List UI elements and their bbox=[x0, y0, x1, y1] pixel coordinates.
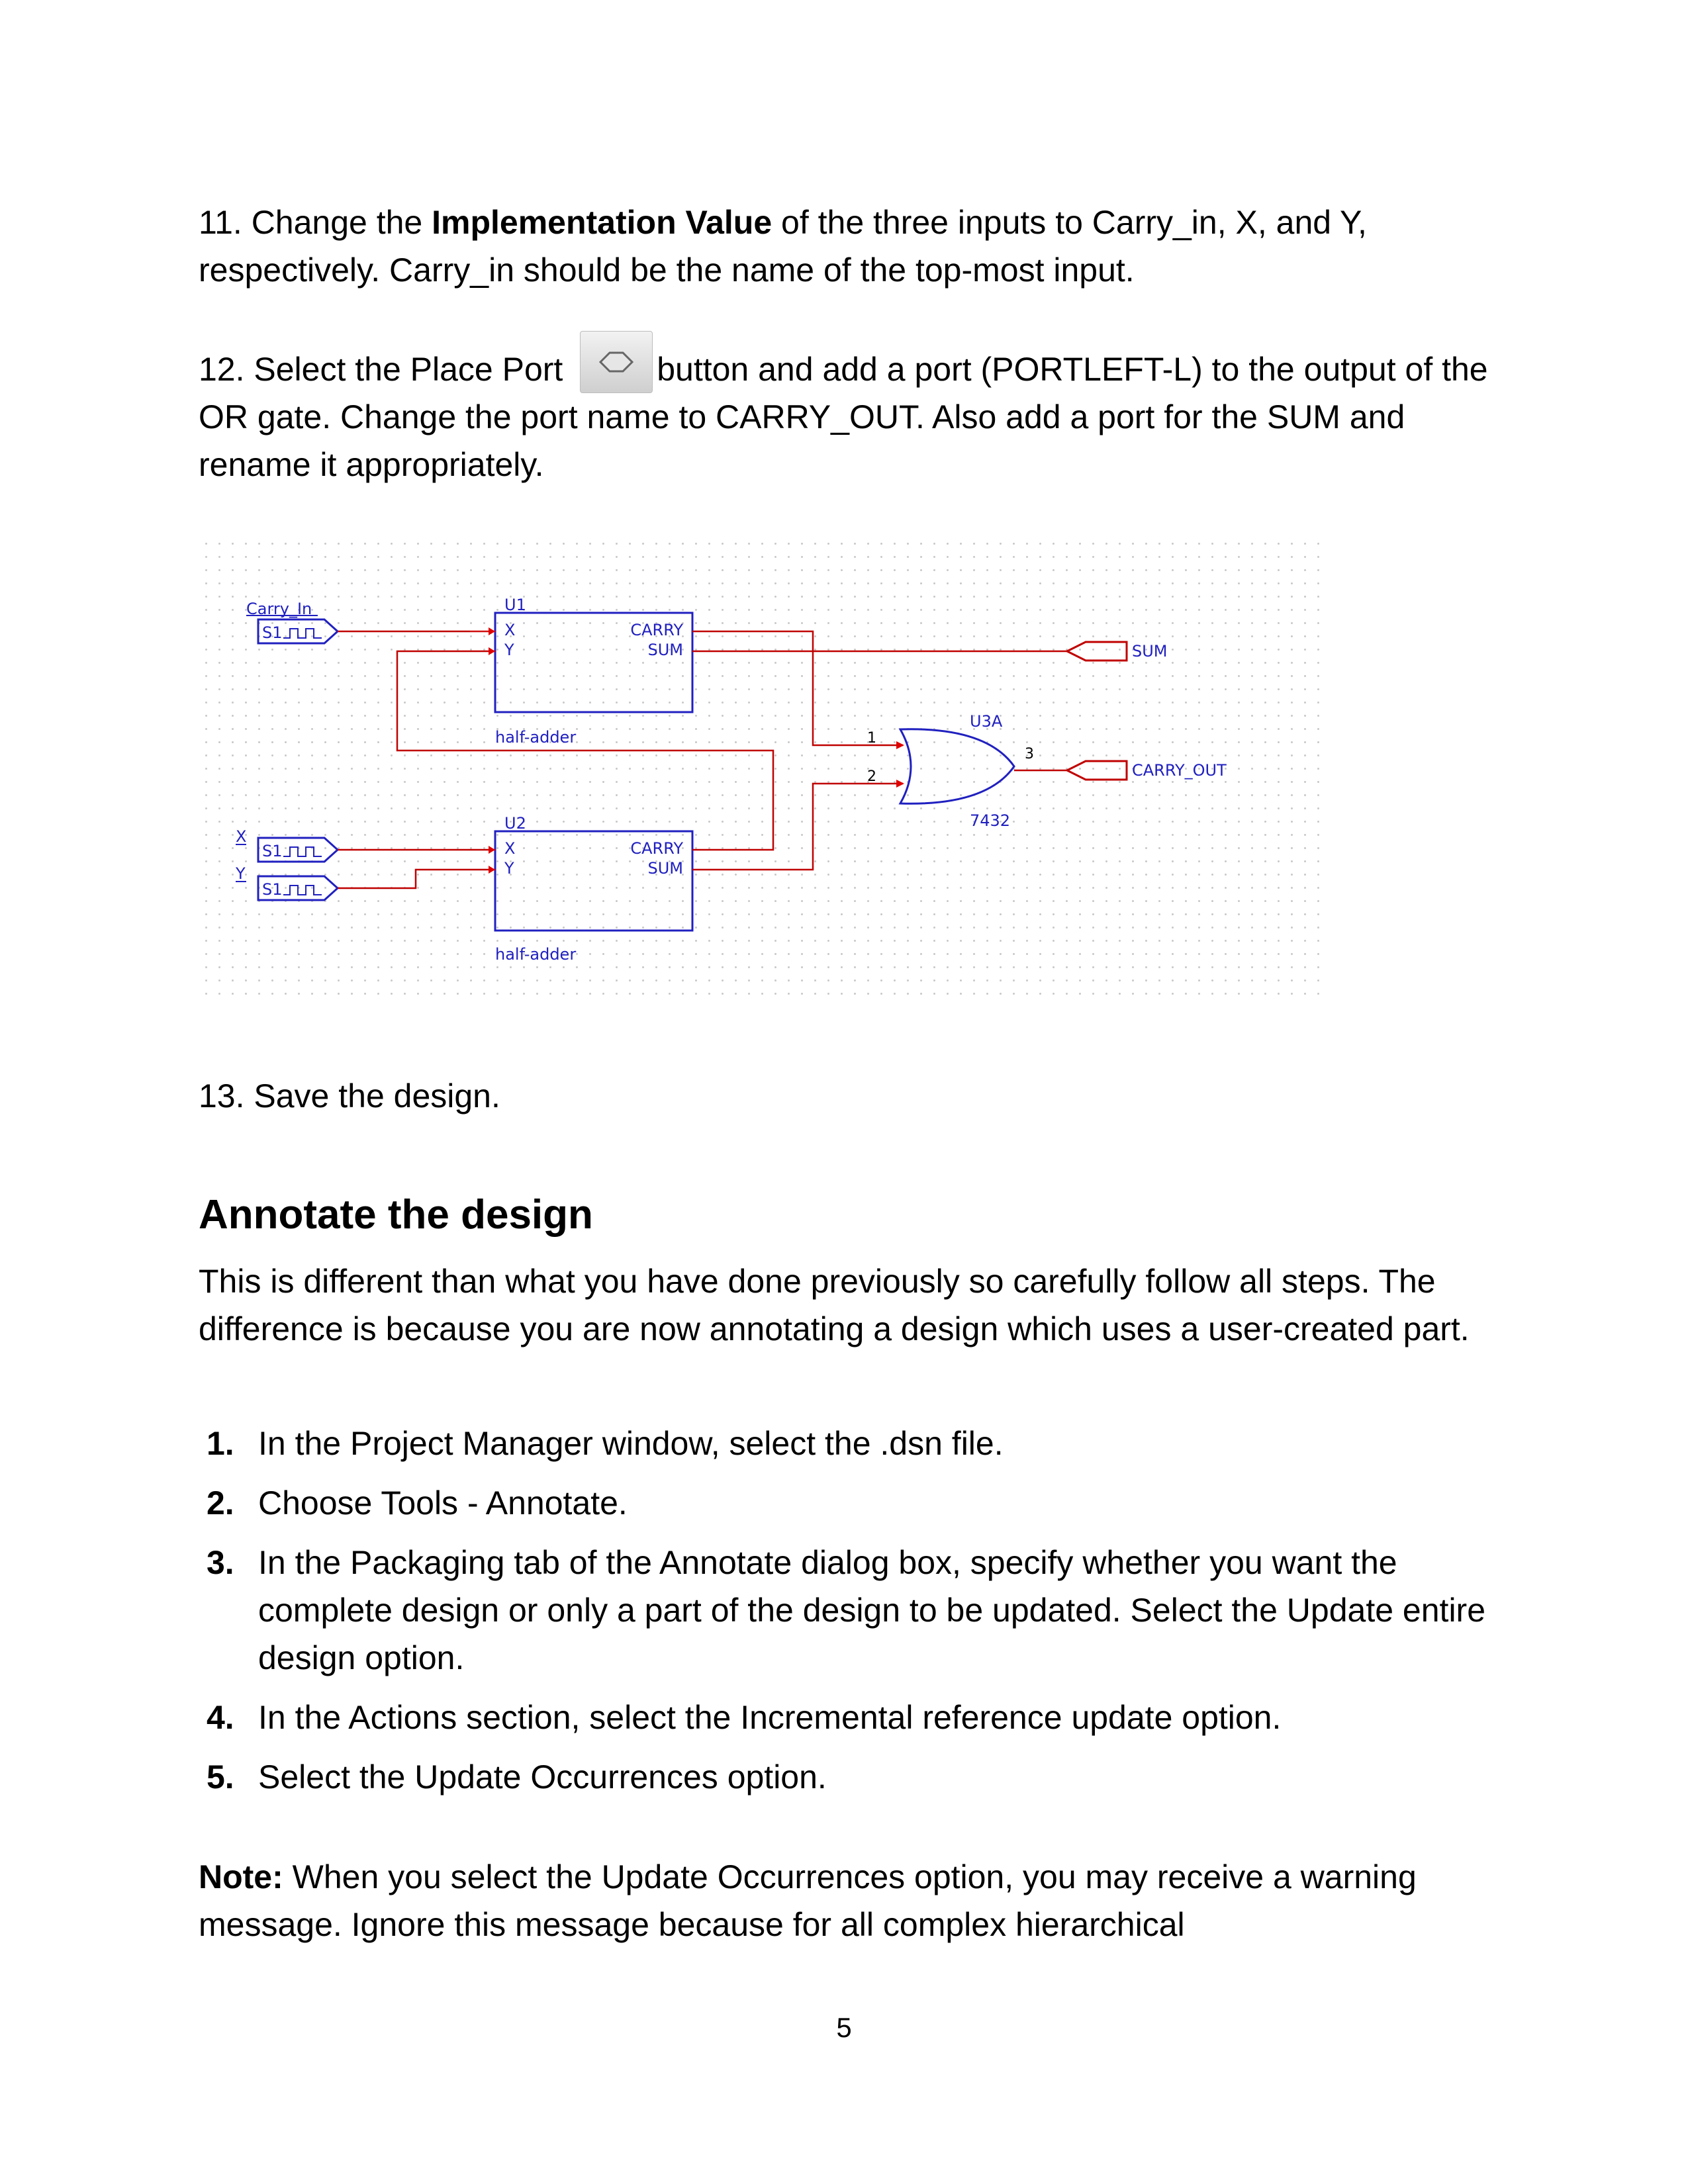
stim-x-symbol: S1 bbox=[262, 842, 283, 860]
list-item bbox=[199, 1420, 1523, 1467]
step-number: 1. bbox=[207, 1425, 234, 1462]
half-adder-schematic bbox=[205, 543, 1331, 1006]
annotate-steps-list bbox=[199, 1420, 1523, 1813]
step-12-text-start: 12. Select the Place Port bbox=[199, 351, 573, 388]
u2-part-label: half-adder bbox=[495, 945, 577, 964]
stim-carry-symbol: S1 bbox=[262, 623, 283, 642]
port-carry-out-label: CARRY_OUT bbox=[1132, 761, 1227, 780]
stim-y-label: Y bbox=[236, 864, 246, 883]
list-item bbox=[199, 1539, 1523, 1682]
step-number: 3. bbox=[207, 1544, 234, 1581]
step-11-bold-term: Implementation Value bbox=[432, 204, 773, 241]
or-pin-2: 2 bbox=[867, 768, 876, 785]
step-text: Select the Update Occurrences option. bbox=[258, 1758, 827, 1796]
step-12-text-end: button and add a port (PORTLEFT-L) to the output of the OR gate. Change the port name to CARRY_OUT. Also add a port for the SUM and rename it appropriately. bbox=[199, 351, 1488, 483]
port-sum-label: SUM bbox=[1132, 642, 1168, 660]
u1-ref: U1 bbox=[504, 596, 526, 614]
list-item bbox=[199, 1694, 1523, 1741]
u2-pin-x: X bbox=[504, 839, 516, 858]
note-text: When you select the Update Occurrences option, you may receive a warning message. Ignore this message because for all complex hierarchical bbox=[199, 1858, 1417, 1943]
section-heading: Annotate the design bbox=[199, 1192, 593, 1238]
page-number: 5 bbox=[836, 2012, 852, 2043]
list-item bbox=[199, 1753, 1523, 1801]
u1-pin-x: X bbox=[504, 621, 516, 639]
step-number: 2. bbox=[207, 1484, 234, 1522]
or-ref: U3A bbox=[970, 712, 1003, 731]
step-number: 5. bbox=[207, 1758, 234, 1796]
step-text: In the Packaging tab of the Annotate dialog box, specify whether you want the complete design or only a part of the design to be updated. Select the Update entire design option. bbox=[258, 1544, 1486, 1676]
step-text: In the Project Manager window, select the .dsn file. bbox=[258, 1425, 1004, 1462]
stim-x-label: X bbox=[236, 827, 247, 846]
u2-pin-y: Y bbox=[504, 859, 514, 878]
or-part-number: 7432 bbox=[970, 811, 1011, 830]
u1-pin-sum: SUM bbox=[647, 641, 683, 659]
step-11-paragraph bbox=[199, 199, 1523, 294]
list-item bbox=[199, 1479, 1523, 1527]
note-label: Note: bbox=[199, 1858, 283, 1895]
u1-part-label: half-adder bbox=[495, 728, 577, 747]
u2-pin-sum: SUM bbox=[647, 859, 683, 878]
stim-carry-label: Carry_In bbox=[246, 600, 312, 618]
step-text: In the Actions section, select the Incremental reference update option. bbox=[258, 1699, 1282, 1736]
step-number: 4. bbox=[207, 1699, 234, 1736]
u2-pin-carry: CARRY bbox=[630, 839, 683, 858]
u1-pin-y: Y bbox=[504, 641, 514, 659]
u1-pin-carry: CARRY bbox=[630, 621, 683, 639]
stim-y-symbol: S1 bbox=[262, 880, 283, 899]
step-13-paragraph: 13. Save the design. bbox=[199, 1077, 500, 1115]
note-paragraph bbox=[199, 1853, 1523, 1948]
step-11-text-end: of the three inputs to Carry_in, X, and Y, respectively. Carry_in should be the name of the top-most input. bbox=[199, 204, 1367, 289]
step-12-paragraph bbox=[199, 331, 1523, 488]
place-port-icon bbox=[580, 331, 653, 393]
intro-paragraph: This is different than what you have done previously so carefully follow all steps. The difference is because you are now annotating a design which uses a user-created part. bbox=[199, 1263, 1470, 1347]
step-11-text-start: 11. Change the bbox=[199, 204, 432, 241]
or-pin-3: 3 bbox=[1025, 746, 1034, 762]
u2-ref: U2 bbox=[504, 814, 526, 833]
or-pin-1: 1 bbox=[867, 730, 876, 747]
step-text: Choose Tools - Annotate. bbox=[258, 1484, 628, 1522]
